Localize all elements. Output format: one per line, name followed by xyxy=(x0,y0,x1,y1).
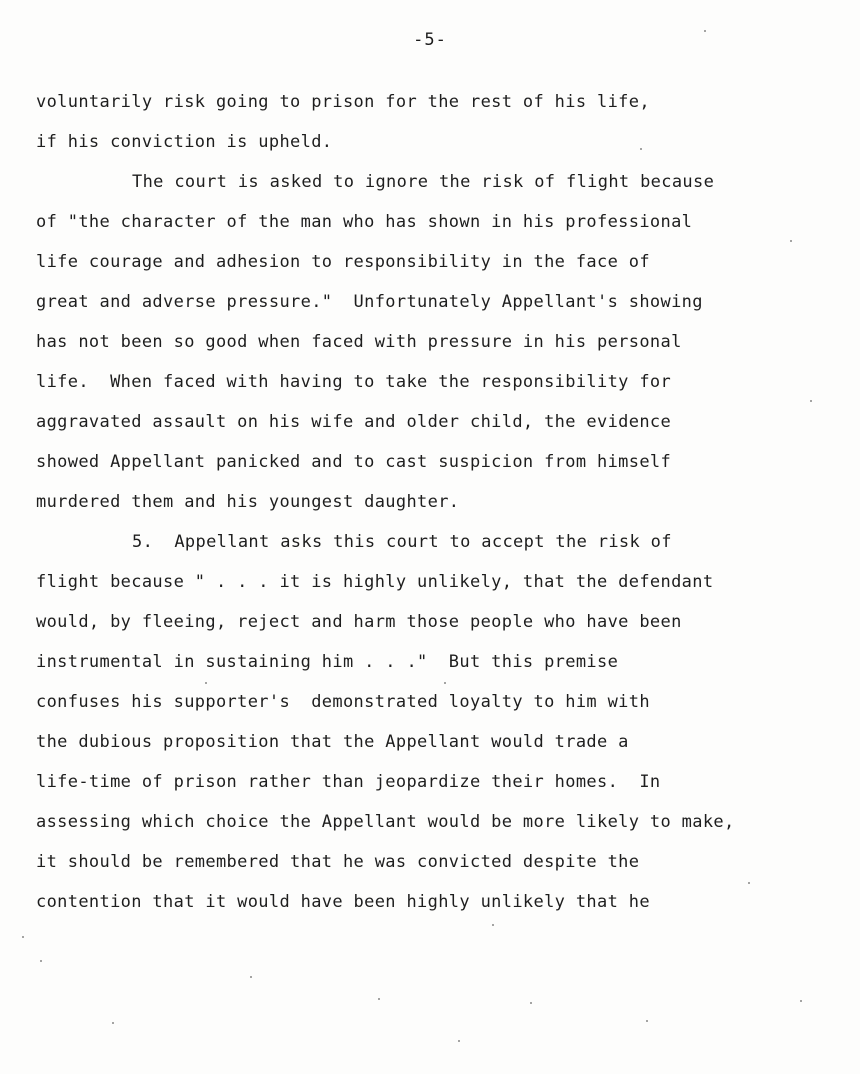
text-line: if his conviction is upheld. xyxy=(36,132,333,152)
scan-speck xyxy=(378,998,380,1000)
scan-speck xyxy=(748,882,750,884)
text-line: it should be remembered that he was convicted despite the xyxy=(36,852,640,872)
text-line: great and adverse pressure." Unfortunately Appellant's showing xyxy=(36,292,703,312)
scan-speck xyxy=(22,936,24,938)
text-line: instrumental in sustaining him . . ." But this premise xyxy=(36,652,619,672)
scan-speck xyxy=(458,1040,460,1042)
scan-speck xyxy=(800,1000,802,1002)
text-line: voluntarily risk going to prison for the rest of his life, xyxy=(36,92,650,112)
text-line: 5. Appellant asks this court to accept the risk of xyxy=(132,532,672,552)
scan-speck xyxy=(444,682,446,684)
text-line: confuses his supporter's demonstrated loyalty to him with xyxy=(36,692,650,712)
scan-speck xyxy=(646,1020,648,1022)
text-line: aggravated assault on his wife and older child, the evidence xyxy=(36,412,672,432)
text-line: murdered them and his youngest daughter. xyxy=(36,492,460,512)
text-line: has not been so good when faced with pressure in his personal xyxy=(36,332,682,352)
text-line: would, by fleeing, reject and harm those people who have been xyxy=(36,612,682,632)
text-line: showed Appellant panicked and to cast suspicion from himself xyxy=(36,452,672,472)
scan-speck xyxy=(40,960,42,962)
page-number: -5- xyxy=(413,30,447,50)
text-line: flight because " . . . it is highly unlikely, that the defendant xyxy=(36,572,714,592)
text-line: the dubious proposition that the Appellant would trade a xyxy=(36,732,629,752)
scan-speck xyxy=(112,1022,114,1024)
scan-speck xyxy=(492,924,494,926)
scan-speck xyxy=(640,148,642,150)
text-line: contention that it would have been highly unlikely that he xyxy=(36,892,650,912)
scan-speck xyxy=(790,240,792,242)
scan-speck xyxy=(530,1002,532,1004)
text-line: assessing which choice the Appellant would be more likely to make, xyxy=(36,812,735,832)
scan-speck xyxy=(250,976,252,978)
scan-speck xyxy=(205,682,207,684)
text-line: life. When faced with having to take the responsibility for xyxy=(36,372,672,392)
text-line: The court is asked to ignore the risk of flight because xyxy=(132,172,715,192)
scan-speck xyxy=(704,30,706,32)
text-line: life courage and adhesion to responsibility in the face of xyxy=(36,252,650,272)
scan-speck xyxy=(810,400,812,402)
text-line: life-time of prison rather than jeopardize their homes. In xyxy=(36,772,661,792)
text-line: of "the character of the man who has shown in his professional xyxy=(36,212,693,232)
